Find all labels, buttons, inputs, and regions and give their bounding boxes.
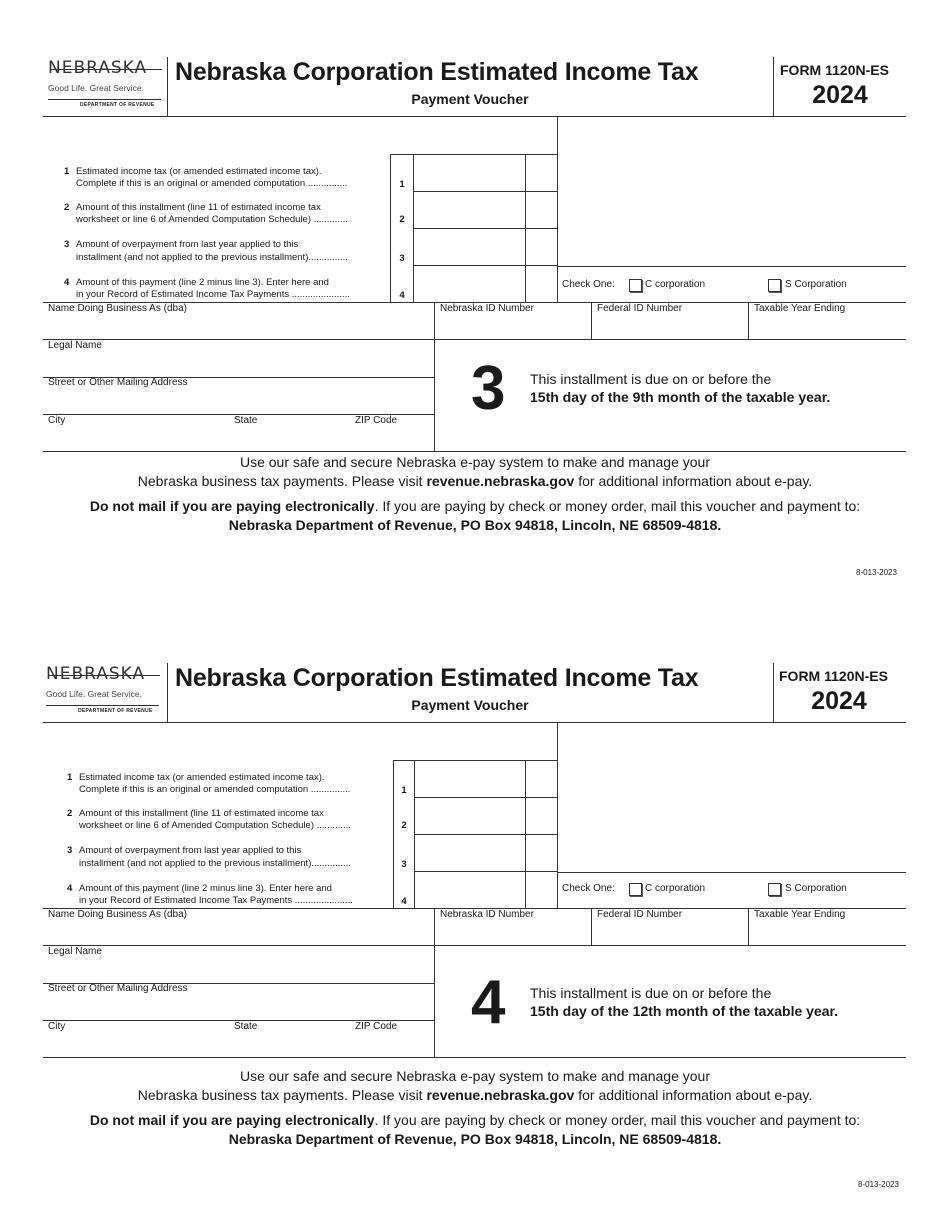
logo-rule [46,705,159,706]
line-3-label [67,845,301,857]
epay-text-end: for additional information about e-pay. [574,1087,813,1103]
s-corporation-label: S Corporation [785,279,847,290]
city-label: City [48,1021,66,1032]
c-corporation-checkbox[interactable] [629,279,642,292]
line-3-text-b: installment (and not applied to the previous installment)............... [76,252,348,263]
nebraska-id-label: Nebraska ID Number [440,909,534,920]
line-3-label [64,239,298,251]
line-2-text-a: Amount of this installment (line 11 of estimated income tax [76,202,321,213]
line-3-text-a: Amount of overpayment from last year applied to this [76,239,299,250]
check-row-top-rule [557,872,906,873]
logo-department: DEPARTMENT OF REVENUE [78,708,153,714]
form-title: Nebraska Corporation Estimated Income Tax [175,664,699,692]
form-title: Nebraska Corporation Estimated Income Tax [175,58,699,86]
form-subtitle: Payment Voucher [411,697,529,713]
form-code: 8-013-2023 [858,1180,899,1189]
line-2-amount-field[interactable] [415,798,525,834]
right-block-divider [557,722,558,908]
city-state-zip-field[interactable] [44,428,434,450]
line-1-text-b: Complete if this is an original or amended computation ............... [76,178,348,189]
line-4-amount-field[interactable] [415,872,525,908]
mail-text: . If you are paying by check or money order, mail this voucher and payment to: [374,1112,861,1128]
logo-strike-line [50,69,162,70]
logo-divider [167,57,168,116]
line-2-text-b: worksheet or line 6 of Amended Computation Schedule) ............. [79,820,351,831]
c-corporation-label: C corporation [645,883,706,894]
line-2-number: 2 [67,808,73,819]
legal-name-label: Legal Name [48,340,102,351]
epay-text: Nebraska business tax payments. Please visit [137,473,427,489]
form-year: 2024 [811,687,867,715]
legal-name-field[interactable] [44,353,434,376]
line-3-amount-field[interactable] [414,229,525,265]
id-row-bottom-rule [43,339,906,340]
due-date-bold-text: 15th day of the 12th month of the taxable year. [530,1003,839,1019]
line-1-text-a: Estimated income tax (or amended estimated income tax). [79,772,325,783]
city-state-zip-field[interactable] [44,1034,434,1056]
line-3-text-b: installment (and not applied to the previous installment)............... [79,858,351,869]
line-1-text-a: Estimated income tax (or amended estimated income tax). [76,166,322,177]
line-3-index: 3 [399,253,405,264]
logo-tagline: Good Life. Great Service. [48,83,144,93]
line-2-amount-field[interactable] [414,192,525,228]
street-address-field[interactable] [44,390,434,413]
epay-line-2 [0,472,950,491]
s-corporation-label: S Corporation [785,883,847,894]
line-2-label [64,202,321,214]
installment-number: 3 [471,354,506,423]
line-4-amount-field[interactable] [414,266,525,302]
epay-line-1: Use our safe and secure Nebraska e-pay system to make and manage your [239,454,711,470]
due-date-bold-text: 15th day of the 9th month of the taxable year. [530,389,831,405]
due-date-text: This installment is due on or before the [530,985,772,1001]
epay-line-2 [0,1086,950,1105]
line-index-col-left [393,760,394,908]
line-1-label [67,772,325,784]
mail-address: Nebraska Department of Revenue, PO Box 94818, Lincoln, NE 68509-4818. [228,1131,722,1147]
federal-id-field[interactable] [592,922,747,944]
logo-strike-line [48,675,160,676]
line-2-index: 2 [399,214,405,225]
mail-address: Nebraska Department of Revenue, PO Box 94818, Lincoln, NE 68509-4818. [228,517,722,533]
c-corporation-checkbox[interactable] [629,883,642,896]
line-3-index: 3 [401,859,407,870]
line-3-text-a: Amount of overpayment from last year applied to this [79,845,302,856]
form-subtitle: Payment Voucher [411,91,529,107]
check-row-top-rule [557,266,906,267]
taxable-year-ending-label: Taxable Year Ending [754,303,846,314]
id-row-bottom-rule [43,945,906,946]
line-4-index: 4 [399,290,405,301]
logo-wordmark: NEBRASKA [46,664,146,684]
dba-field[interactable] [44,316,434,338]
mail-instructions [0,1111,950,1130]
line-1-text-b: Complete if this is an original or amended computation ............... [79,784,351,795]
nebraska-id-field[interactable] [435,316,590,338]
epay-link[interactable]: revenue.nebraska.gov [426,473,575,489]
line-4-text-b: in your Record of Estimated Income Tax Payments ...................... [79,895,353,906]
epay-link[interactable]: revenue.nebraska.gov [426,1087,575,1103]
federal-id-field[interactable] [592,316,747,338]
taxable-year-ending-label: Taxable Year Ending [754,909,846,920]
mail-warning: Do not mail if you are paying electronically [89,1112,375,1128]
line-2-text-a: Amount of this installment (line 11 of estimated income tax [79,808,324,819]
federal-id-label: Federal ID Number [597,909,683,920]
city-label: City [48,415,66,426]
legal-name-label: Legal Name [48,946,102,957]
logo-rule [48,99,161,100]
line-3-number: 3 [64,239,70,250]
line-4-number: 4 [67,883,73,894]
line-4-index: 4 [401,896,407,907]
logo-wordmark: NEBRASKA [48,58,148,78]
line-4-number: 4 [64,277,70,288]
street-address-field[interactable] [44,996,434,1019]
dba-field[interactable] [44,922,434,944]
check-one-label: Check One: [562,279,615,290]
nebraska-id-field[interactable] [435,922,590,944]
line-2-text-b: worksheet or line 6 of Amended Computation Schedule) ............. [76,214,348,225]
street-address-label: Street or Other Mailing Address [48,983,188,994]
nebraska-id-label: Nebraska ID Number [440,303,534,314]
form-number: FORM 1120N-ES [779,668,888,684]
street-address-label: Street or Other Mailing Address [48,377,188,388]
due-date-text: This installment is due on or before the [530,371,772,387]
federal-id-label: Federal ID Number [597,303,683,314]
zip-code-label: ZIP Code [355,1021,398,1032]
dba-label: Name Doing Business As (dba) [48,303,187,314]
line-4-text-a: Amount of this payment (line 2 minus line 3). Enter here and [76,277,329,288]
line-2-label [67,808,324,820]
line-1-number: 1 [67,772,73,783]
line-1-index: 1 [401,785,407,796]
s-corporation-checkbox[interactable] [768,883,781,896]
line-2-number: 2 [64,202,70,213]
title-divider [773,57,774,116]
epay-text: Nebraska business tax payments. Please visit [137,1087,427,1103]
logo-divider [167,663,168,722]
line-1-number: 1 [64,166,70,177]
header-bottom-rule [43,116,906,117]
line-1-amount-field[interactable] [414,155,525,191]
line-1-index: 1 [399,179,405,190]
line-2-index: 2 [401,820,407,831]
c-corporation-label: C corporation [645,279,706,290]
right-block-divider [557,116,558,302]
line-4-label [67,883,332,895]
taxable-year-ending-field[interactable] [749,922,905,944]
title-divider [773,663,774,722]
line-1-amount-field[interactable] [415,761,525,797]
line-index-col-left [390,154,391,302]
voucher-installment-4 [0,606,950,1206]
logo-department: DEPARTMENT OF REVENUE [80,102,155,108]
dba-label: Name Doing Business As (dba) [48,909,187,920]
line-1-label [64,166,322,178]
zip-code-label: ZIP Code [355,415,398,426]
legal-name-field[interactable] [44,959,434,982]
line-4-text-a: Amount of this payment (line 2 minus line 3). Enter here and [79,883,332,894]
state-label: State [234,1021,258,1032]
epay-text-end: for additional information about e-pay. [574,473,813,489]
installment-number: 4 [471,968,506,1037]
line-3-amount-field[interactable] [415,835,525,871]
line-4-label [64,277,329,289]
mail-warning: Do not mail if you are paying electronically [89,498,375,514]
form-code: 8-013-2023 [856,568,897,577]
s-corporation-checkbox[interactable] [768,279,781,292]
form-number: FORM 1120N-ES [780,62,889,78]
mail-instructions [0,497,950,516]
mail-text: . If you are paying by check or money order, mail this voucher and payment to: [374,498,861,514]
taxable-year-ending-field[interactable] [749,316,905,338]
logo-tagline: Good Life. Great Service. [46,689,142,699]
line-3-number: 3 [67,845,73,856]
epay-line-1: Use our safe and secure Nebraska e-pay system to make and manage your [239,1068,711,1084]
form-year: 2024 [812,81,868,109]
line-4-text-b: in your Record of Estimated Income Tax Payments ...................... [76,289,350,300]
header-bottom-rule [43,722,906,723]
address-bottom-rule [43,1057,906,1058]
check-one-label: Check One: [562,883,615,894]
voucher-installment-3 [0,0,950,600]
address-bottom-rule [43,451,906,452]
state-label: State [234,415,258,426]
